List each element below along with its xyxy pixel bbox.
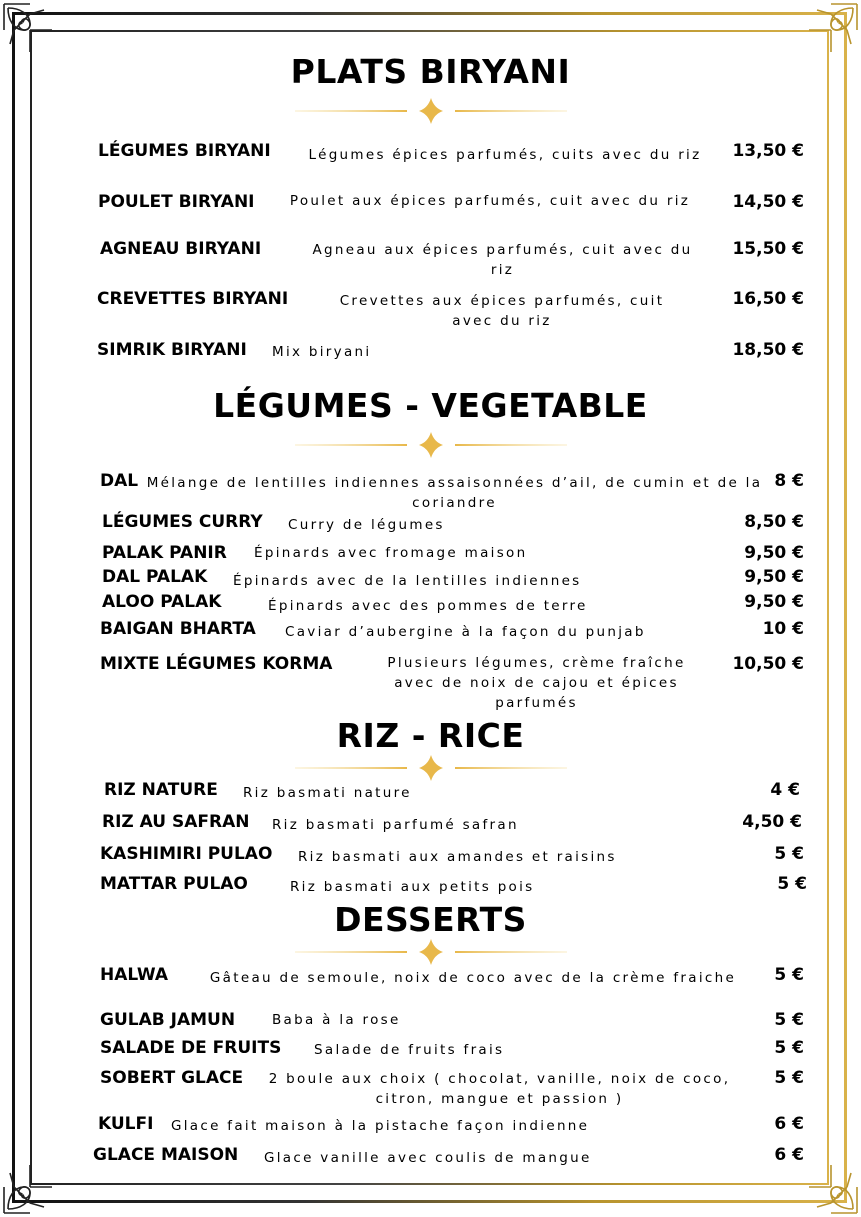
item-name: SALADE DE FRUITS — [100, 1038, 282, 1058]
item-price: 13,50 € — [732, 141, 804, 161]
item-description: Riz basmati aux amandes et raisins — [298, 849, 617, 865]
item-description: Crevettes aux épices parfumés, cuit avec du riz — [339, 293, 665, 329]
item-description: Mélange de lentilles indiennes assaisonnées d’ail, de cumin et de la coriandre — [146, 475, 763, 511]
item-price: 5 € — [774, 1010, 804, 1030]
item-name: MIXTE LÉGUMES KORMA — [100, 654, 333, 674]
item-description: Riz basmati aux petits pois — [290, 879, 535, 895]
item-name: CREVETTES BIRYANI — [97, 289, 289, 309]
item-name: DAL PALAK — [102, 567, 208, 587]
item-name: GULAB JAMUN — [100, 1010, 236, 1030]
item-description: Riz basmati parfumé safran — [272, 817, 519, 833]
item-price: 4 € — [770, 780, 800, 800]
item-price: 6 € — [774, 1114, 804, 1134]
item-name: SIMRIK BIRYANI — [97, 340, 247, 360]
four-point-star-icon — [295, 753, 567, 783]
item-description: Glace vanille avec coulis de mangue — [264, 1150, 592, 1166]
item-name: KULFI — [98, 1114, 154, 1134]
ornament-corner-icon — [0, 1155, 62, 1217]
item-name: SOBERT GLACE — [100, 1068, 244, 1088]
item-description: Curry de légumes — [288, 517, 445, 533]
item-description: 2 boule aux choix ( chocolat, vanille, noix de coco, citron, mangue et passion ) — [268, 1071, 731, 1107]
item-description: Gâteau de semoule, noix de coco avec de la crème fraiche — [209, 970, 737, 986]
item-price: 6 € — [774, 1145, 804, 1165]
item-description: Légumes épices parfumés, cuits avec du riz — [308, 147, 702, 163]
item-description: Caviar d’aubergine à la façon du punjab — [285, 624, 646, 640]
item-price: 9,50 € — [744, 592, 804, 612]
item-name: POULET BIRYANI — [98, 192, 255, 212]
item-name: RIZ AU SAFRAN — [102, 812, 250, 832]
section-title-vegetable: LÉGUMES - VEGETABLE — [213, 386, 648, 425]
item-price: 18,50 € — [732, 340, 804, 360]
item-description: Mix biryani — [272, 344, 372, 360]
item-price: 8 € — [774, 471, 804, 491]
item-price: 10 € — [762, 619, 804, 639]
item-name: DAL — [100, 471, 139, 491]
item-name: GLACE MAISON — [93, 1145, 239, 1165]
item-description: Épinards avec fromage maison — [254, 545, 528, 561]
item-price: 9,50 € — [744, 567, 804, 587]
item-name: KASHIMIRI PULAO — [100, 844, 273, 864]
item-price: 9,50 € — [744, 543, 804, 563]
item-name: LÉGUMES CURRY — [102, 512, 263, 532]
item-price: 8,50 € — [744, 512, 804, 532]
section-title-desserts: DESSERTS — [334, 900, 527, 939]
four-point-star-icon — [295, 937, 567, 967]
item-name: RIZ NATURE — [104, 780, 218, 800]
section-title-biryani: PLATS BIRYANI — [290, 52, 571, 91]
item-description: Épinards avec des pommes de terre — [268, 598, 588, 614]
item-description: Riz basmati nature — [243, 785, 412, 801]
four-point-star-icon — [295, 430, 567, 460]
item-name: HALWA — [100, 965, 169, 985]
item-price: 5 € — [774, 844, 804, 864]
item-price: 5 € — [774, 965, 804, 985]
section-title-rice: RIZ - RICE — [336, 716, 525, 755]
item-price: 5 € — [774, 1068, 804, 1088]
item-description: Glace fait maison à la pistache façon indienne — [171, 1118, 590, 1134]
item-description: Épinards avec de la lentilles indiennes — [233, 573, 582, 589]
item-name: AGNEAU BIRYANI — [100, 239, 262, 259]
item-description: Plusieurs légumes, crème fraîche avec de noix de cajou et épices parfumés — [387, 655, 686, 711]
item-description: Poulet aux épices parfumés, cuit avec du riz — [289, 193, 691, 209]
item-description: Salade de fruits frais — [314, 1042, 505, 1058]
item-description: Agneau aux épices parfumés, cuit avec du riz — [312, 242, 693, 278]
item-description: Baba à la rose — [272, 1012, 401, 1028]
four-point-star-icon — [295, 96, 567, 126]
item-price: 5 € — [777, 874, 807, 894]
ornament-corner-icon — [799, 1155, 861, 1217]
item-name: ALOO PALAK — [102, 592, 222, 612]
item-price: 5 € — [774, 1038, 804, 1058]
item-name: PALAK PANIR — [102, 543, 227, 563]
item-name: BAIGAN BHARTA — [100, 619, 256, 639]
item-price: 4,50 € — [742, 812, 802, 832]
item-name: LÉGUMES BIRYANI — [98, 141, 271, 161]
item-price: 14,50 € — [732, 192, 804, 212]
item-name: MATTAR PULAO — [100, 874, 248, 894]
item-price: 10,50 € — [732, 654, 804, 674]
item-price: 16,50 € — [732, 289, 804, 309]
item-price: 15,50 € — [732, 239, 804, 259]
